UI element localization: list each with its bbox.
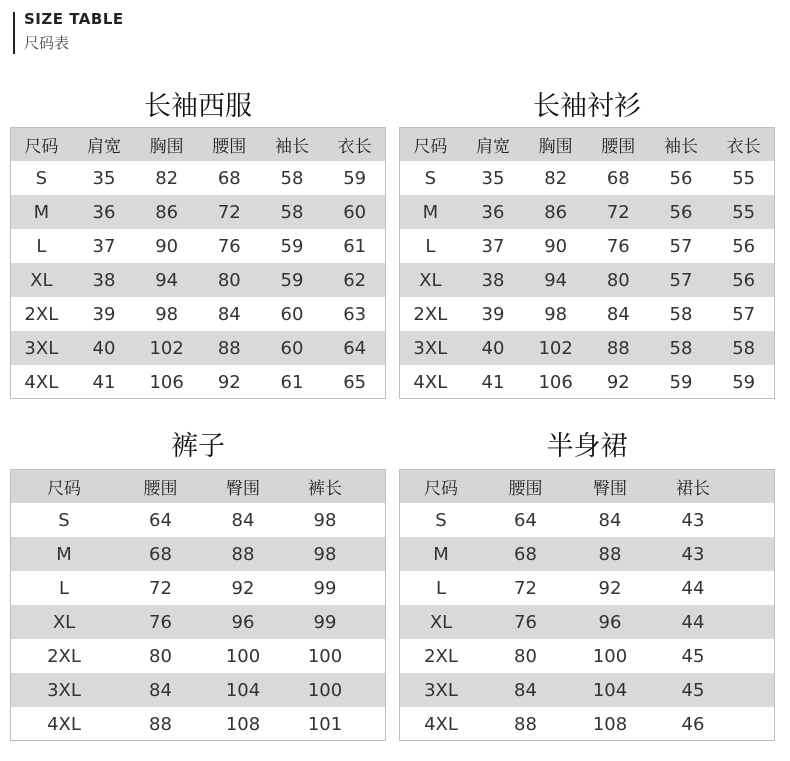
measurement-cell: 88 bbox=[198, 331, 261, 365]
header-title-cn: 尺码表 bbox=[24, 34, 70, 52]
measurement-cell: 41 bbox=[92, 371, 116, 393]
measurement-cell: 94 bbox=[524, 263, 587, 297]
measurement-cell: 39 bbox=[481, 303, 505, 325]
measurement-cell: 61 bbox=[280, 371, 304, 393]
measurement-cell: 99 bbox=[313, 577, 337, 599]
measurement-cell: 108 bbox=[592, 713, 628, 735]
measurement-cell: 60 bbox=[280, 303, 304, 325]
column-header: 胸围 bbox=[524, 127, 587, 161]
measurement-cell: 98 bbox=[544, 303, 568, 325]
size-label-cell: 3XL bbox=[399, 673, 483, 707]
measurement-cell: 61 bbox=[343, 235, 367, 257]
measurement-cell: 72 bbox=[587, 195, 650, 229]
measurement-cell: 56 bbox=[712, 263, 775, 297]
measurement-cell: 64 bbox=[149, 509, 172, 531]
table-header-row bbox=[10, 127, 386, 161]
size-section-suit-jacket bbox=[10, 84, 386, 414]
table-row bbox=[399, 365, 775, 399]
column-header: 尺码 bbox=[10, 469, 118, 503]
measurement-cell: 84 bbox=[598, 509, 622, 531]
measurement-cell: 58 bbox=[280, 167, 304, 189]
measurement-cell: 106 bbox=[538, 371, 573, 393]
column-header: 臀围 bbox=[203, 469, 283, 503]
column-header-spacer bbox=[734, 469, 775, 503]
column-header: 裤长 bbox=[283, 469, 367, 503]
column-header: 腰围 bbox=[483, 469, 568, 503]
measurement-cell: 40 bbox=[462, 331, 525, 365]
size-label-cell: 2XL bbox=[24, 303, 59, 325]
measurement-cell: 38 bbox=[73, 263, 136, 297]
size-label-cell: 3XL bbox=[10, 673, 118, 707]
measurement-cell: 82 bbox=[155, 167, 179, 189]
measurement-cell: 76 bbox=[217, 235, 241, 257]
column-header: 肩宽 bbox=[73, 127, 136, 161]
measurement-cell: 84 bbox=[483, 673, 568, 707]
measurement-cell: 43 bbox=[652, 537, 734, 571]
measurement-cell: 100 bbox=[592, 645, 628, 667]
measurement-cell: 101 bbox=[307, 713, 343, 735]
size-label-cell: XL bbox=[399, 263, 462, 297]
measurement-cell: 92 bbox=[598, 577, 622, 599]
table-header-row bbox=[10, 469, 386, 503]
size-label-cell: 4XL bbox=[24, 371, 59, 393]
column-header: 衣长 bbox=[712, 127, 775, 161]
size-label-cell: L bbox=[425, 235, 436, 257]
size-label-cell: M bbox=[10, 195, 73, 229]
measurement-cell: 86 bbox=[135, 195, 198, 229]
measurement-cell: 38 bbox=[462, 263, 525, 297]
size-label-cell: 3XL bbox=[10, 331, 73, 365]
measurement-cell: 65 bbox=[343, 371, 367, 393]
column-header-spacer bbox=[367, 469, 386, 503]
table-row bbox=[399, 673, 775, 707]
size-label-cell: 4XL bbox=[424, 713, 458, 735]
table-header-row bbox=[399, 127, 775, 161]
column-header: 腰围 bbox=[118, 469, 203, 503]
size-label-cell: M bbox=[10, 537, 118, 571]
spacer-cell bbox=[367, 571, 386, 605]
measurement-cell: 57 bbox=[650, 263, 713, 297]
spacer-cell bbox=[367, 639, 386, 673]
measurement-cell: 58 bbox=[669, 303, 693, 325]
measurement-cell: 63 bbox=[343, 303, 367, 325]
table-row bbox=[10, 331, 386, 365]
measurement-cell: 45 bbox=[652, 673, 734, 707]
column-header: 肩宽 bbox=[462, 127, 525, 161]
measurement-cell: 68 bbox=[606, 167, 630, 189]
measurement-cell: 90 bbox=[544, 235, 568, 257]
size-label-cell: S bbox=[424, 167, 437, 189]
measurement-cell: 59 bbox=[669, 371, 693, 393]
table-row bbox=[10, 605, 386, 639]
table-row bbox=[399, 605, 775, 639]
measurement-cell: 37 bbox=[92, 235, 116, 257]
column-header: 腰围 bbox=[587, 127, 650, 161]
spacer-cell bbox=[367, 673, 386, 707]
spacer-cell bbox=[367, 537, 386, 571]
table-row bbox=[10, 161, 386, 195]
measurement-cell: 56 bbox=[650, 195, 713, 229]
measurement-cell: 106 bbox=[149, 371, 184, 393]
table-row bbox=[10, 229, 386, 263]
table-row bbox=[10, 297, 386, 331]
size-label-cell: XL bbox=[399, 605, 483, 639]
measurement-cell: 96 bbox=[203, 605, 283, 639]
measurement-cell: 36 bbox=[73, 195, 136, 229]
table-row bbox=[10, 195, 386, 229]
measurement-cell: 44 bbox=[652, 605, 734, 639]
spacer-cell bbox=[734, 537, 775, 571]
table-row bbox=[399, 297, 775, 331]
size-label-cell: M bbox=[399, 537, 483, 571]
measurement-cell: 55 bbox=[712, 195, 775, 229]
measurement-cell: 88 bbox=[587, 331, 650, 365]
measurement-cell: 100 bbox=[225, 645, 261, 667]
measurement-cell: 44 bbox=[681, 577, 705, 599]
size-label-cell: 4XL bbox=[47, 713, 81, 735]
column-header: 尺码 bbox=[10, 127, 73, 161]
size-label-cell: XL bbox=[10, 605, 118, 639]
size-table bbox=[399, 469, 775, 741]
measurement-cell: 104 bbox=[568, 673, 652, 707]
measurement-cell: 36 bbox=[462, 195, 525, 229]
measurement-cell: 56 bbox=[732, 235, 756, 257]
measurement-cell: 59 bbox=[343, 167, 367, 189]
section-title: 长袖西服 bbox=[144, 91, 252, 122]
measurement-cell: 98 bbox=[283, 537, 367, 571]
spacer-cell bbox=[734, 673, 775, 707]
measurement-cell: 72 bbox=[514, 577, 537, 599]
size-label-cell: 3XL bbox=[399, 331, 462, 365]
table-row bbox=[10, 537, 386, 571]
table-row bbox=[399, 161, 775, 195]
table-row bbox=[399, 229, 775, 263]
table-row bbox=[10, 365, 386, 399]
measurement-cell: 76 bbox=[118, 605, 203, 639]
measurement-cell: 60 bbox=[261, 331, 324, 365]
size-label-cell: S bbox=[58, 509, 70, 531]
size-section-trousers bbox=[10, 424, 386, 754]
spacer-cell bbox=[734, 639, 775, 673]
measurement-cell: 92 bbox=[231, 577, 255, 599]
page-header bbox=[13, 8, 313, 54]
size-label-cell: 2XL bbox=[47, 645, 81, 667]
table-row bbox=[10, 639, 386, 673]
measurement-cell: 68 bbox=[118, 537, 203, 571]
spacer-cell bbox=[734, 605, 775, 639]
measurement-cell: 68 bbox=[483, 537, 568, 571]
size-label-cell: 4XL bbox=[413, 371, 448, 393]
measurement-cell: 102 bbox=[135, 331, 198, 365]
size-table bbox=[10, 469, 386, 741]
measurement-cell: 98 bbox=[313, 509, 337, 531]
section-title: 裤子 bbox=[171, 431, 225, 462]
size-label-cell: 2XL bbox=[413, 303, 448, 325]
measurement-cell: 88 bbox=[203, 537, 283, 571]
measurement-cell: 35 bbox=[92, 167, 116, 189]
table-row bbox=[399, 537, 775, 571]
column-header: 衣长 bbox=[323, 127, 386, 161]
measurement-cell: 72 bbox=[198, 195, 261, 229]
table-row bbox=[399, 707, 775, 741]
measurement-cell: 80 bbox=[198, 263, 261, 297]
measurement-cell: 37 bbox=[481, 235, 505, 257]
measurement-cell: 88 bbox=[149, 713, 172, 735]
measurement-cell: 68 bbox=[217, 167, 241, 189]
table-row bbox=[399, 195, 775, 229]
size-label-cell: L bbox=[58, 577, 70, 599]
measurement-cell: 56 bbox=[669, 167, 693, 189]
measurement-cell: 92 bbox=[606, 371, 630, 393]
measurement-cell: 62 bbox=[323, 263, 386, 297]
table-row bbox=[10, 503, 386, 537]
measurement-cell: 99 bbox=[283, 605, 367, 639]
measurement-cell: 80 bbox=[587, 263, 650, 297]
table-row bbox=[10, 571, 386, 605]
measurement-cell: 104 bbox=[203, 673, 283, 707]
measurement-cell: 108 bbox=[225, 713, 261, 735]
measurement-cell: 59 bbox=[261, 263, 324, 297]
table-row bbox=[10, 707, 386, 741]
measurement-cell: 100 bbox=[307, 645, 343, 667]
measurement-cell: 84 bbox=[217, 303, 241, 325]
table-row bbox=[399, 571, 775, 605]
measurement-cell: 88 bbox=[568, 537, 652, 571]
measurement-cell: 80 bbox=[149, 645, 172, 667]
spacer-cell bbox=[734, 571, 775, 605]
column-header: 裙长 bbox=[652, 469, 734, 503]
measurement-cell: 57 bbox=[669, 235, 693, 257]
spacer-cell bbox=[367, 605, 386, 639]
measurement-cell: 35 bbox=[481, 167, 505, 189]
measurement-cell: 80 bbox=[514, 645, 537, 667]
measurement-cell: 59 bbox=[732, 371, 756, 393]
table-row bbox=[399, 639, 775, 673]
header-accent-bar bbox=[13, 12, 15, 54]
size-label-cell: S bbox=[435, 509, 447, 531]
measurement-cell: 90 bbox=[155, 235, 179, 257]
size-label-cell: XL bbox=[10, 263, 73, 297]
measurement-cell: 46 bbox=[681, 713, 705, 735]
table-row bbox=[10, 263, 386, 297]
measurement-cell: 60 bbox=[323, 195, 386, 229]
measurement-cell: 84 bbox=[118, 673, 203, 707]
measurement-cell: 58 bbox=[712, 331, 775, 365]
measurement-cell: 64 bbox=[514, 509, 537, 531]
table-header-row bbox=[399, 469, 775, 503]
measurement-cell: 84 bbox=[606, 303, 630, 325]
measurement-cell: 88 bbox=[514, 713, 537, 735]
size-label-cell: L bbox=[435, 577, 447, 599]
header-title-en: SIZE TABLE bbox=[24, 10, 124, 28]
table-row bbox=[10, 673, 386, 707]
measurement-cell: 41 bbox=[481, 371, 505, 393]
measurement-cell: 58 bbox=[261, 195, 324, 229]
measurement-cell: 72 bbox=[149, 577, 172, 599]
measurement-cell: 100 bbox=[283, 673, 367, 707]
measurement-cell: 45 bbox=[681, 645, 705, 667]
size-label-cell: 2XL bbox=[424, 645, 458, 667]
size-label-cell: S bbox=[35, 167, 48, 189]
measurement-cell: 96 bbox=[568, 605, 652, 639]
measurement-cell: 59 bbox=[280, 235, 304, 257]
table-row bbox=[399, 263, 775, 297]
spacer-cell bbox=[367, 503, 386, 537]
column-header: 尺码 bbox=[399, 469, 483, 503]
measurement-cell: 57 bbox=[732, 303, 756, 325]
measurement-cell: 94 bbox=[135, 263, 198, 297]
column-header: 胸围 bbox=[135, 127, 198, 161]
spacer-cell bbox=[734, 503, 775, 537]
measurement-cell: 55 bbox=[732, 167, 756, 189]
measurement-cell: 92 bbox=[217, 371, 241, 393]
measurement-cell: 64 bbox=[323, 331, 386, 365]
measurement-cell: 43 bbox=[681, 509, 705, 531]
spacer-cell bbox=[367, 707, 386, 741]
size-table bbox=[10, 127, 386, 399]
spacer-cell bbox=[734, 707, 775, 741]
section-title: 半身裙 bbox=[546, 431, 628, 462]
section-title: 长袖衬衫 bbox=[533, 91, 641, 122]
column-header: 腰围 bbox=[198, 127, 261, 161]
measurement-cell: 98 bbox=[155, 303, 179, 325]
column-header: 袖长 bbox=[650, 127, 713, 161]
measurement-cell: 76 bbox=[483, 605, 568, 639]
column-header: 袖长 bbox=[261, 127, 324, 161]
column-header: 臀围 bbox=[568, 469, 652, 503]
size-label-cell: M bbox=[399, 195, 462, 229]
table-row bbox=[399, 331, 775, 365]
measurement-cell: 86 bbox=[524, 195, 587, 229]
measurement-cell: 84 bbox=[231, 509, 255, 531]
column-header: 尺码 bbox=[399, 127, 462, 161]
size-table bbox=[399, 127, 775, 399]
measurement-cell: 58 bbox=[650, 331, 713, 365]
measurement-cell: 39 bbox=[92, 303, 116, 325]
size-section-skirt bbox=[399, 424, 775, 754]
size-section-dress-shirt bbox=[399, 84, 775, 414]
measurement-cell: 102 bbox=[524, 331, 587, 365]
measurement-cell: 82 bbox=[544, 167, 568, 189]
table-row bbox=[399, 503, 775, 537]
measurement-cell: 40 bbox=[73, 331, 136, 365]
size-label-cell: L bbox=[36, 235, 47, 257]
measurement-cell: 76 bbox=[606, 235, 630, 257]
